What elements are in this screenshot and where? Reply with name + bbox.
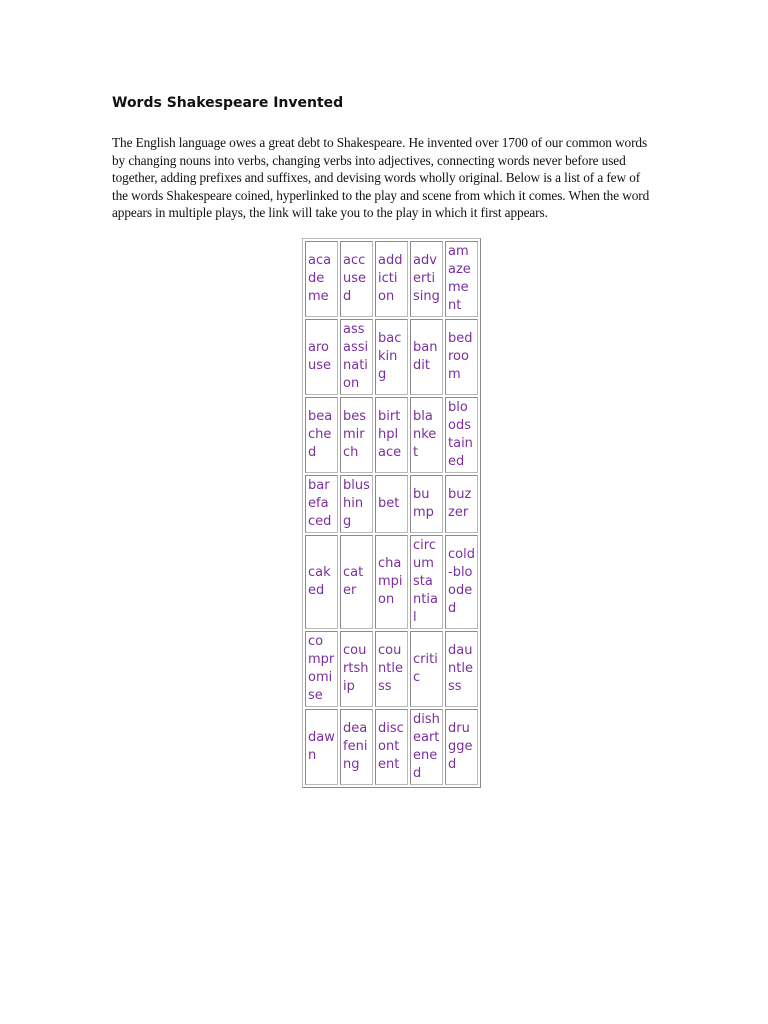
word-cell <box>410 631 443 707</box>
table-row <box>305 475 478 533</box>
table-row <box>305 319 478 395</box>
word-link[interactable]: bedroom <box>448 331 473 382</box>
word-link[interactable]: birthplace <box>378 409 402 460</box>
page-content <box>112 92 652 222</box>
word-link[interactable]: critic <box>413 652 438 685</box>
word-cell <box>410 397 443 473</box>
word-link[interactable]: amazement <box>448 244 471 313</box>
table-row <box>305 631 478 707</box>
word-link[interactable]: circumstantial <box>413 538 438 625</box>
word-link[interactable]: bump <box>413 487 434 520</box>
word-cell <box>410 535 443 629</box>
word-link[interactable]: blanket <box>413 409 437 460</box>
word-cell <box>375 475 408 533</box>
word-link[interactable]: drugged <box>448 721 473 772</box>
word-cell <box>305 631 338 707</box>
word-cell <box>305 535 338 629</box>
word-cell <box>340 535 373 629</box>
word-link[interactable]: deafening <box>343 721 368 772</box>
word-cell <box>410 241 443 317</box>
word-cell <box>445 241 478 317</box>
word-link[interactable]: dauntless <box>448 643 473 694</box>
word-link[interactable]: accused <box>343 253 367 304</box>
word-link[interactable]: assassination <box>343 322 369 391</box>
word-cell <box>445 397 478 473</box>
word-link[interactable]: champion <box>378 556 403 607</box>
words-table <box>302 238 481 788</box>
word-cell <box>375 397 408 473</box>
word-link[interactable]: bandit <box>413 340 438 373</box>
table-row <box>305 535 478 629</box>
word-cell <box>410 709 443 785</box>
word-cell <box>305 397 338 473</box>
word-link[interactable]: buzzer <box>448 487 472 520</box>
word-cell <box>340 631 373 707</box>
word-link[interactable]: disheartened <box>413 712 440 781</box>
word-link[interactable]: beached <box>308 409 333 460</box>
word-cell <box>340 397 373 473</box>
word-cell <box>305 241 338 317</box>
word-link[interactable]: arouse <box>308 340 332 373</box>
word-link[interactable]: bloodstained <box>448 400 473 469</box>
word-link[interactable]: blushing <box>343 478 370 529</box>
table-row <box>305 397 478 473</box>
word-link[interactable]: countless <box>378 643 403 694</box>
word-cell <box>410 319 443 395</box>
word-cell <box>410 475 443 533</box>
word-cell <box>340 475 373 533</box>
word-cell <box>305 319 338 395</box>
table-row <box>305 709 478 785</box>
word-link[interactable]: caked <box>308 565 331 598</box>
word-cell <box>375 709 408 785</box>
word-cell <box>340 241 373 317</box>
word-cell <box>445 475 478 533</box>
word-link[interactable]: courtship <box>343 643 369 694</box>
word-cell <box>340 319 373 395</box>
word-cell <box>375 535 408 629</box>
word-link[interactable]: backing <box>378 331 402 382</box>
word-cell <box>375 319 408 395</box>
word-cell <box>305 475 338 533</box>
word-link[interactable]: academe <box>308 253 332 304</box>
word-link[interactable]: cold-blooded <box>448 547 475 616</box>
word-cell <box>375 241 408 317</box>
word-link[interactable]: barefaced <box>308 478 332 529</box>
word-cell <box>305 709 338 785</box>
word-cell <box>445 709 478 785</box>
word-link[interactable]: advertising <box>413 253 440 304</box>
word-link[interactable]: cater <box>343 565 364 598</box>
word-cell <box>445 535 478 629</box>
intro-paragraph: The English language owes a great debt to Shakespeare. He invented over 1700 of our common words by changing nouns into verbs, changing verbs into adjectives, connecting words never before used together, adding prefixes and suffixes, and devising words wholly original. Below is a list of a few of the words Shakespeare coined, hyperlinked to the play and scene from which it comes. When the word appears in multiple plays, the link will take you to the play in which it first appears. <box>112 135 650 221</box>
word-link[interactable]: addiction <box>378 253 403 304</box>
word-link[interactable]: bet <box>378 496 400 511</box>
word-cell <box>340 709 373 785</box>
word-link[interactable]: dawn <box>308 730 335 763</box>
word-link[interactable]: compromise <box>308 634 335 703</box>
word-link[interactable]: discontent <box>378 721 404 772</box>
page-title: Words Shakespeare Invented <box>112 95 344 111</box>
word-cell <box>445 319 478 395</box>
word-link[interactable]: besmirch <box>343 409 367 460</box>
table-row <box>305 241 478 317</box>
word-cell <box>375 631 408 707</box>
word-cell <box>445 631 478 707</box>
